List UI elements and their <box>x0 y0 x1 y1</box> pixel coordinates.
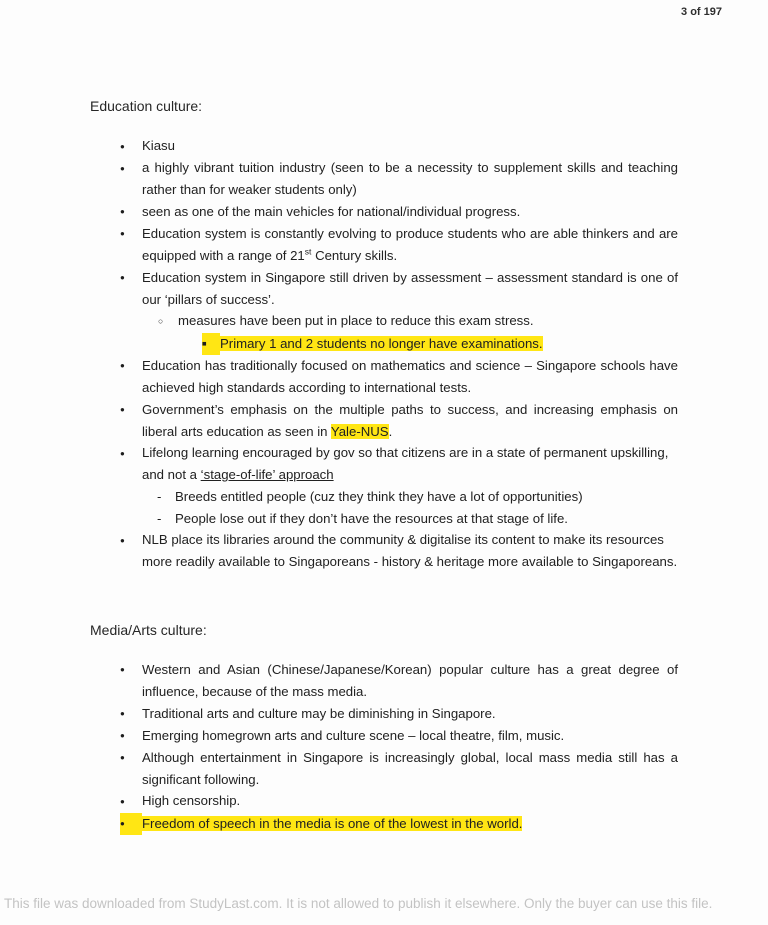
bullet-text <box>142 402 678 439</box>
disc-bullet-icon: ● <box>120 229 125 239</box>
bullet-text <box>142 138 175 153</box>
bullet-text <box>142 226 678 263</box>
bullet-item <box>90 747 678 791</box>
disc-bullet-icon: ● <box>120 753 125 763</box>
bullet-text <box>142 160 678 197</box>
document-content <box>90 95 678 835</box>
text-segment: measures have been put in place to reduce this exam stress. <box>178 313 534 329</box>
page-number: 3 of 197 <box>681 6 722 18</box>
disc-bullet-icon: ● <box>120 813 142 835</box>
disc-bullet-icon: ● <box>120 207 125 217</box>
bullet-item <box>90 310 678 333</box>
text-segment: Government’s emphasis on the multiple paths to success, and increasing emphasis on liberal arts education as seen in <box>142 401 678 439</box>
bullet-text <box>142 793 240 808</box>
text-segment: Yale-NUS <box>330 423 389 439</box>
text-segment: Freedom of speech in the media is one of the lowest in the world. <box>142 815 523 831</box>
disc-bullet-icon: ● <box>120 448 125 458</box>
bullet-item <box>90 355 678 399</box>
text-segment: Century skills. <box>311 247 398 263</box>
text-segment: Lifelong learning encouraged by gov so that citizens are in a state of permanent upskilling, and not a <box>142 445 669 483</box>
disc-bullet-icon: ● <box>120 796 125 806</box>
text-segment: ‘stage-of-life’ approach <box>200 467 334 483</box>
bullet-item <box>90 333 678 355</box>
bullet-text <box>142 270 678 307</box>
bullet-text <box>178 313 534 328</box>
text-segment: People lose out if they don’t have the resources at that stage of life. <box>175 510 568 526</box>
text-segment: Breeds entitled people (cuz they think they have a lot of opportunities) <box>175 489 583 504</box>
watermark-footer: This file was downloaded from StudyLast.com. It is not allowed to publish it elsewhere. Only the buyer can use this file. <box>4 896 713 911</box>
bullet-text <box>142 358 678 395</box>
text-segment: Emerging homegrown arts and culture scene – local theatre, film, music. <box>142 727 565 743</box>
bullet-item <box>90 201 678 223</box>
disc-bullet-icon: ● <box>120 163 125 173</box>
circle-bullet-icon: ○ <box>158 316 164 327</box>
disc-bullet-icon: ● <box>120 665 125 675</box>
bullet-text <box>142 204 520 219</box>
text-segment: Although entertainment in Singapore is increasingly global, local mass media still has a significant following. <box>142 749 678 787</box>
bullet-list <box>90 135 678 573</box>
text-segment: . <box>388 423 393 439</box>
bullet-item <box>90 659 678 703</box>
section-heading: Education culture: <box>90 98 203 114</box>
text-segment: st <box>304 246 312 257</box>
bullet-text <box>142 816 522 831</box>
bullet-text <box>142 532 677 569</box>
text-segment: a highly vibrant tuition industry (seen to be a necessity to supplement skills and teaching rather than for weaker students only) <box>142 160 678 198</box>
text-segment: Western and Asian (Chinese/Japanese/Korean) popular culture has a great degree of influence, because of the mass media. <box>142 661 678 699</box>
disc-bullet-icon: ● <box>120 273 125 283</box>
disc-bullet-icon: ● <box>120 709 125 719</box>
bullet-text <box>175 511 568 526</box>
text-segment: High censorship. <box>142 793 241 809</box>
bullet-item <box>90 157 678 201</box>
bullet-item <box>90 486 678 508</box>
text-segment: Primary 1 and 2 students no longer have examinations. <box>220 335 543 351</box>
bullet-item <box>90 508 678 530</box>
text-segment: Traditional arts and culture may be diminishing in Singapore. <box>142 705 496 721</box>
bullet-text <box>142 662 678 699</box>
bullet-item <box>90 813 678 835</box>
bullet-text <box>142 750 678 787</box>
note-section <box>90 619 678 835</box>
text-segment: seen as one of the main vehicles for national/individual progress. <box>142 203 521 219</box>
disc-bullet-icon: ● <box>120 361 125 371</box>
square-bullet-icon: ■ <box>202 333 220 355</box>
dash-bullet-icon: - <box>157 510 162 526</box>
disc-bullet-icon: ● <box>120 535 125 545</box>
bullet-item <box>90 529 678 573</box>
doc-sections <box>90 95 678 835</box>
note-section <box>90 95 678 573</box>
bullet-item <box>90 135 678 157</box>
text-segment: Kiasu <box>142 138 175 153</box>
bullet-item <box>90 223 678 267</box>
dash-bullet-icon: - <box>157 489 162 504</box>
text-segment: Education system in Singapore still driven by assessment – assessment standard is one of our ‘pillars of success’. <box>142 269 678 307</box>
disc-bullet-icon: ● <box>120 141 125 151</box>
bullet-text <box>142 706 496 721</box>
bullet-text <box>142 445 668 482</box>
disc-bullet-icon: ● <box>120 731 125 741</box>
text-segment: Education has traditionally focused on mathematics and science – Singapore schools have achieved high standards according to international tests. <box>142 357 678 396</box>
bullet-item <box>90 442 678 486</box>
bullet-item <box>90 267 678 311</box>
bullet-item <box>90 725 678 747</box>
bullet-item <box>90 790 678 812</box>
bullet-item <box>90 399 678 443</box>
bullet-text <box>220 336 543 351</box>
bullet-text <box>175 489 583 504</box>
text-segment: NLB place its libraries around the community & digitalise its content to make its resources more readily available to Singaporeans - history & heritage more available to Singaporeans. <box>142 532 678 570</box>
text-segment: Education system is constantly evolving to produce students who are able thinkers and are equipped with a range of 21 <box>142 225 678 263</box>
bullet-list <box>90 659 678 835</box>
bullet-text <box>142 728 564 743</box>
section-heading: Media/Arts culture: <box>90 621 207 638</box>
disc-bullet-icon: ● <box>120 405 125 415</box>
bullet-item <box>90 703 678 725</box>
